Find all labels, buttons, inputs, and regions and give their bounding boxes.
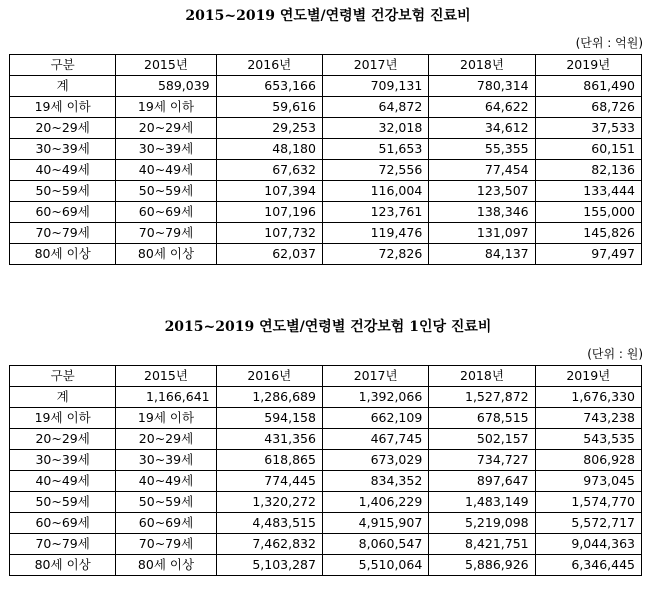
table-cell: 1,483,149 — [429, 492, 535, 513]
table-cell: 37,533 — [535, 118, 641, 139]
table-cell: 431,356 — [216, 429, 322, 450]
table-cell: 19세 이하 — [116, 408, 216, 429]
table-cell: 123,761 — [322, 202, 428, 223]
table-cell: 84,137 — [429, 244, 535, 265]
table-cell: 20~29세 — [116, 429, 216, 450]
table-cell: 123,507 — [429, 181, 535, 202]
table-cell: 4,915,907 — [322, 513, 428, 534]
table-cell: 1,166,641 — [116, 387, 216, 408]
column-header: 구분 — [10, 366, 116, 387]
table-cell: 133,444 — [535, 181, 641, 202]
table-cell: 897,647 — [429, 471, 535, 492]
table-cell: 116,004 — [322, 181, 428, 202]
table-cell: 51,653 — [322, 139, 428, 160]
table-cell: 50~59세 — [116, 181, 216, 202]
row-label-cell: 70~79세 — [10, 223, 116, 244]
row-label-cell: 70~79세 — [10, 534, 116, 555]
table2-per-capita-expenses — [9, 365, 642, 576]
table-row — [10, 471, 642, 492]
table-cell: 973,045 — [535, 471, 641, 492]
table-cell: 68,726 — [535, 97, 641, 118]
table-cell: 19세 이하 — [116, 97, 216, 118]
table-cell: 5,219,098 — [429, 513, 535, 534]
table-cell: 4,483,515 — [216, 513, 322, 534]
table-cell: 8,421,751 — [429, 534, 535, 555]
table-cell: 774,445 — [216, 471, 322, 492]
row-label-cell: 50~59세 — [10, 181, 116, 202]
table-cell: 29,253 — [216, 118, 322, 139]
table-cell: 30~39세 — [116, 450, 216, 471]
table-cell: 589,039 — [116, 76, 216, 97]
column-header: 2015년 — [116, 55, 216, 76]
table-cell: 64,872 — [322, 97, 428, 118]
row-label-cell: 20~29세 — [10, 429, 116, 450]
table-cell: 543,535 — [535, 429, 641, 450]
table-row — [10, 513, 642, 534]
table-cell: 70~79세 — [116, 534, 216, 555]
table-cell: 709,131 — [322, 76, 428, 97]
table-cell: 40~49세 — [116, 471, 216, 492]
table-cell: 673,029 — [322, 450, 428, 471]
row-label-cell: 계 — [10, 76, 116, 97]
column-header: 2018년 — [429, 55, 535, 76]
table-cell: 678,515 — [429, 408, 535, 429]
table-cell: 60~69세 — [116, 202, 216, 223]
table-cell: 1,392,066 — [322, 387, 428, 408]
table-row — [10, 450, 642, 471]
table-cell: 467,745 — [322, 429, 428, 450]
table-cell: 67,632 — [216, 160, 322, 181]
table-cell: 59,616 — [216, 97, 322, 118]
table-cell: 50~59세 — [116, 492, 216, 513]
table-cell: 653,166 — [216, 76, 322, 97]
column-header: 2017년 — [322, 366, 428, 387]
row-label-cell: 40~49세 — [10, 471, 116, 492]
table-row — [10, 118, 642, 139]
table-row — [10, 244, 642, 265]
table-header-row — [10, 366, 642, 387]
row-label-cell: 40~49세 — [10, 160, 116, 181]
column-header: 2016년 — [216, 366, 322, 387]
table-cell: 80세 이상 — [116, 555, 216, 576]
column-header: 2019년 — [535, 55, 641, 76]
table-row — [10, 408, 642, 429]
table2-title: 2015~2019 연도별/연령별 건강보험 1인당 진료비 — [164, 319, 492, 335]
table-row — [10, 202, 642, 223]
table-cell: 5,886,926 — [429, 555, 535, 576]
row-label-cell: 60~69세 — [10, 202, 116, 223]
table-cell: 107,732 — [216, 223, 322, 244]
table-row — [10, 429, 642, 450]
table-cell: 107,196 — [216, 202, 322, 223]
table-cell: 107,394 — [216, 181, 322, 202]
table-cell: 119,476 — [322, 223, 428, 244]
column-header: 2019년 — [535, 366, 641, 387]
table-row — [10, 181, 642, 202]
table-row — [10, 555, 642, 576]
table-row — [10, 139, 642, 160]
table-cell: 80세 이상 — [116, 244, 216, 265]
table-row — [10, 223, 642, 244]
table-cell: 1,320,272 — [216, 492, 322, 513]
row-label-cell: 30~39세 — [10, 450, 116, 471]
table-cell: 662,109 — [322, 408, 428, 429]
table-cell: 780,314 — [429, 76, 535, 97]
table-cell: 70~79세 — [116, 223, 216, 244]
table-cell: 734,727 — [429, 450, 535, 471]
row-label-cell: 계 — [10, 387, 116, 408]
table1-medical-expenses — [9, 54, 642, 265]
table-cell: 138,346 — [429, 202, 535, 223]
table2-unit: (단위 : 원) — [587, 347, 643, 361]
table-cell: 1,406,229 — [322, 492, 428, 513]
column-header: 2016년 — [216, 55, 322, 76]
row-label-cell: 19세 이하 — [10, 97, 116, 118]
table-row — [10, 76, 642, 97]
table-cell: 40~49세 — [116, 160, 216, 181]
row-label-cell: 60~69세 — [10, 513, 116, 534]
table1-title: 2015~2019 연도별/연령별 건강보험 진료비 — [185, 8, 471, 24]
table-cell: 48,180 — [216, 139, 322, 160]
table-cell: 82,136 — [535, 160, 641, 181]
table-cell: 20~29세 — [116, 118, 216, 139]
table-cell: 1,286,689 — [216, 387, 322, 408]
table-cell: 131,097 — [429, 223, 535, 244]
table-cell: 806,928 — [535, 450, 641, 471]
table-cell: 1,676,330 — [535, 387, 641, 408]
table-header-row — [10, 55, 642, 76]
table-cell: 62,037 — [216, 244, 322, 265]
table-row — [10, 534, 642, 555]
row-label-cell: 80세 이상 — [10, 555, 116, 576]
table1-unit: (단위 : 억원) — [575, 36, 643, 50]
table-cell: 64,622 — [429, 97, 535, 118]
table-cell: 861,490 — [535, 76, 641, 97]
row-label-cell: 30~39세 — [10, 139, 116, 160]
table-cell: 32,018 — [322, 118, 428, 139]
row-label-cell: 80세 이상 — [10, 244, 116, 265]
table-cell: 9,044,363 — [535, 534, 641, 555]
table-row — [10, 160, 642, 181]
table-cell: 743,238 — [535, 408, 641, 429]
table-cell: 30~39세 — [116, 139, 216, 160]
row-label-cell: 20~29세 — [10, 118, 116, 139]
table-cell: 5,103,287 — [216, 555, 322, 576]
table-cell: 834,352 — [322, 471, 428, 492]
table-row — [10, 97, 642, 118]
table-cell: 60,151 — [535, 139, 641, 160]
column-header: 2017년 — [322, 55, 428, 76]
table-cell: 72,826 — [322, 244, 428, 265]
table-cell: 5,510,064 — [322, 555, 428, 576]
table-cell: 34,612 — [429, 118, 535, 139]
table-cell: 1,527,872 — [429, 387, 535, 408]
table-cell: 72,556 — [322, 160, 428, 181]
table-cell: 97,497 — [535, 244, 641, 265]
table-cell: 155,000 — [535, 202, 641, 223]
table-cell: 502,157 — [429, 429, 535, 450]
table-cell: 5,572,717 — [535, 513, 641, 534]
table-cell: 618,865 — [216, 450, 322, 471]
table-cell: 6,346,445 — [535, 555, 641, 576]
table-cell: 7,462,832 — [216, 534, 322, 555]
table-cell: 1,574,770 — [535, 492, 641, 513]
row-label-cell: 19세 이하 — [10, 408, 116, 429]
table-cell: 8,060,547 — [322, 534, 428, 555]
table-cell: 594,158 — [216, 408, 322, 429]
row-label-cell: 50~59세 — [10, 492, 116, 513]
table-cell: 145,826 — [535, 223, 641, 244]
column-header: 2018년 — [429, 366, 535, 387]
table-cell: 60~69세 — [116, 513, 216, 534]
table-cell: 77,454 — [429, 160, 535, 181]
column-header: 2015년 — [116, 366, 216, 387]
column-header: 구분 — [10, 55, 116, 76]
table-cell: 55,355 — [429, 139, 535, 160]
table-row — [10, 492, 642, 513]
table-row — [10, 387, 642, 408]
